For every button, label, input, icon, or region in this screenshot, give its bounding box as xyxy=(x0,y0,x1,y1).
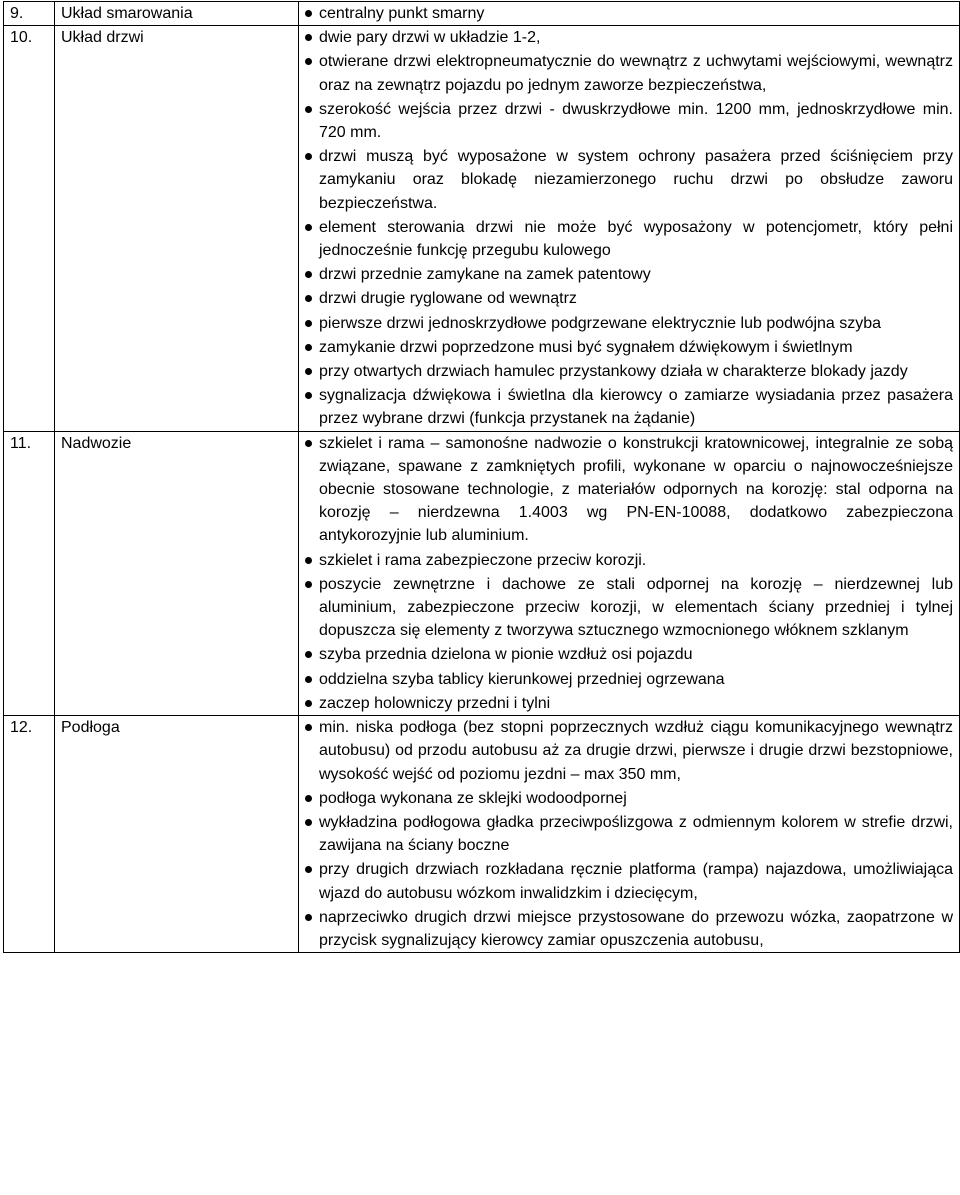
list-item xyxy=(305,573,953,643)
bullet-icon xyxy=(305,581,312,588)
list-item xyxy=(305,26,953,49)
bullet-icon xyxy=(305,106,312,113)
list-item-text: szkielet i rama – samonośne nadwozie o konstrukcji kratownicowej, integralnie ze sobą związane, spawane z zamkniętych profili, wykonane w oparciu o najnowocześniejsze obecnie stosowane technologie, z materiałów odpornych na korozję: stal odporna na korozję – nierdzewna 1.4003 wg PN-EN-10088, dodatkowo zabezpieczona antykorozyjnie lub aluminium. xyxy=(319,434,953,545)
bullet-icon xyxy=(305,819,312,826)
row-description xyxy=(299,2,960,26)
list-item xyxy=(305,336,953,359)
list-item xyxy=(305,2,953,25)
bullet-icon xyxy=(305,295,312,302)
list-item-text: oddzielna szyba tablicy kierunkowej przedniej ogrzewana xyxy=(319,670,725,688)
list-item xyxy=(305,787,953,810)
specification-table xyxy=(3,1,960,953)
list-item-text: zaczep holowniczy przedni i tylni xyxy=(319,694,551,712)
bullet-list xyxy=(305,432,953,715)
bullet-icon xyxy=(305,320,312,327)
list-item-text: przy drugich drzwiach rozkładana ręcznie platforma (rampa) najazdowa, umożliwiająca wjazd do autobusu wózkom inwalidzkim i dziecięcym, xyxy=(319,861,953,902)
bullet-icon xyxy=(305,557,312,564)
bullet-list xyxy=(305,716,953,952)
list-item-text: zamykanie drzwi poprzedzone musi być sygnałem dźwiękowym i świetlnym xyxy=(319,338,853,356)
list-item xyxy=(305,50,953,96)
bullet-icon xyxy=(305,724,312,731)
list-item-text: naprzeciwko drugich drzwi miejsce przystosowane do przewozu wózka, zaopatrzone w przycisk sygnalizujący kierowcy zamiar opuszczenia autobusu, xyxy=(319,908,953,949)
bullet-icon xyxy=(305,34,312,41)
bullet-icon xyxy=(305,10,312,17)
spec-row xyxy=(4,431,960,715)
bullet-icon xyxy=(305,224,312,231)
list-item xyxy=(305,811,953,857)
list-item xyxy=(305,263,953,286)
row-section-name: Układ drzwi xyxy=(55,26,299,431)
list-item xyxy=(305,716,953,786)
list-item-text: pierwsze drzwi jednoskrzydłowe podgrzewane elektrycznie lub podwójna szyba xyxy=(319,314,882,332)
list-item-text: szkielet i rama zabezpieczone przeciw korozji. xyxy=(319,551,647,569)
row-description xyxy=(299,26,960,431)
list-item-text: przy otwartych drzwiach hamulec przystankowy działa w charakterze blokady jazdy xyxy=(319,363,908,381)
row-section-name: Układ smarowania xyxy=(55,2,299,26)
list-item-text: centralny punkt smarny xyxy=(319,5,485,22)
row-number: 9. xyxy=(4,2,55,26)
bullet-icon xyxy=(305,271,312,278)
list-item xyxy=(305,692,953,715)
bullet-list xyxy=(305,26,953,430)
list-item xyxy=(305,216,953,262)
spec-row xyxy=(4,2,960,26)
row-number: 10. xyxy=(4,26,55,431)
list-item xyxy=(305,668,953,691)
bullet-icon xyxy=(305,700,312,707)
list-item-text: szyba przednia dzielona w pionie wzdłuż osi pojazdu xyxy=(319,646,693,664)
list-item-text: drzwi muszą być wyposażone w system ochrony pasażera przed ściśnięciem przy zamykaniu oraz blokadę niezamierzonego ruchu drzwi po obsłudze zaworu bezpieczeństwa. xyxy=(319,148,953,212)
row-description xyxy=(299,716,960,953)
bullet-icon xyxy=(305,368,312,375)
row-number: 12. xyxy=(4,716,55,953)
bullet-icon xyxy=(305,153,312,160)
bullet-icon xyxy=(305,392,312,399)
row-number: 11. xyxy=(4,431,55,715)
list-item xyxy=(305,145,953,215)
list-item-text: drzwi przednie zamykane na zamek patentowy xyxy=(319,266,651,284)
list-item-text: drzwi drugie ryglowane od wewnątrz xyxy=(319,290,577,308)
list-item xyxy=(305,549,953,572)
list-item xyxy=(305,906,953,952)
bullet-icon xyxy=(305,651,312,658)
list-item-text: min. niska podłoga (bez stopni poprzecznych wzdłuż ciągu komunikacyjnego wewnątrz autobusu) od przodu autobusu aż za drugie drzwi, pierwsze i drugie drzwi bezstopniowe, wysokość wejść od poziomu jezdni – max 350 mm, xyxy=(319,719,953,783)
list-item xyxy=(305,287,953,310)
bullet-icon xyxy=(305,676,312,683)
list-item-text: element sterowania drzwi nie może być wyposażony w potencjometr, który pełni jednocześnie funkcję przegubu kulowego xyxy=(319,218,953,260)
spec-row xyxy=(4,26,960,431)
row-description xyxy=(299,431,960,715)
specification-table-body xyxy=(4,2,960,953)
list-item-text: sygnalizacja dźwiękowa i świetlna dla kierowcy o zamiarze wysiadania przez pasażera przez wybrane drzwi (funkcja przystanek na żądanie) xyxy=(319,387,953,428)
list-item-text: otwierane drzwi elektropneumatycznie do wewnątrz z uchwytami wejściowymi, wewnątrz oraz na zewnątrz pojazdu po jednym zaworze bezpieczeństwa, xyxy=(319,53,953,94)
bullet-icon xyxy=(305,440,312,447)
list-item xyxy=(305,858,953,904)
spec-row xyxy=(4,716,960,953)
list-item-text: podłoga wykonana ze sklejki wodoodpornej xyxy=(319,789,627,807)
list-item xyxy=(305,312,953,335)
list-item-text: dwie pary drzwi w układzie 1-2, xyxy=(319,29,541,47)
bullet-icon xyxy=(305,866,312,873)
list-item xyxy=(305,643,953,666)
list-item xyxy=(305,384,953,430)
list-item xyxy=(305,98,953,144)
bullet-list xyxy=(305,2,953,25)
list-item-text: poszycie zewnętrzne i dachowe ze stali odpornej na korozję – nierdzewnej lub aluminium, zabezpieczone przeciw korozji, w elementach ściany przedniej i tylnej dopuszcza się elementy z tworzywa sztucznego wzmocnionego włóknem szklanym xyxy=(319,575,953,640)
bullet-icon xyxy=(305,795,312,802)
bullet-icon xyxy=(305,914,312,921)
row-section-name: Nadwozie xyxy=(55,431,299,715)
list-item xyxy=(305,360,953,383)
row-section-name: Podłoga xyxy=(55,716,299,953)
list-item-text: wykładzina podłogowa gładka przeciwpoślizgowa z odmiennym kolorem w strefie drzwi, zawijana na ściany boczne xyxy=(319,813,953,855)
bullet-icon xyxy=(305,344,312,351)
bullet-icon xyxy=(305,58,312,65)
list-item-text: szerokość wejścia przez drzwi - dwuskrzydłowe min. 1200 mm, jednoskrzydłowe min. 720 mm. xyxy=(319,100,953,142)
list-item xyxy=(305,432,953,548)
